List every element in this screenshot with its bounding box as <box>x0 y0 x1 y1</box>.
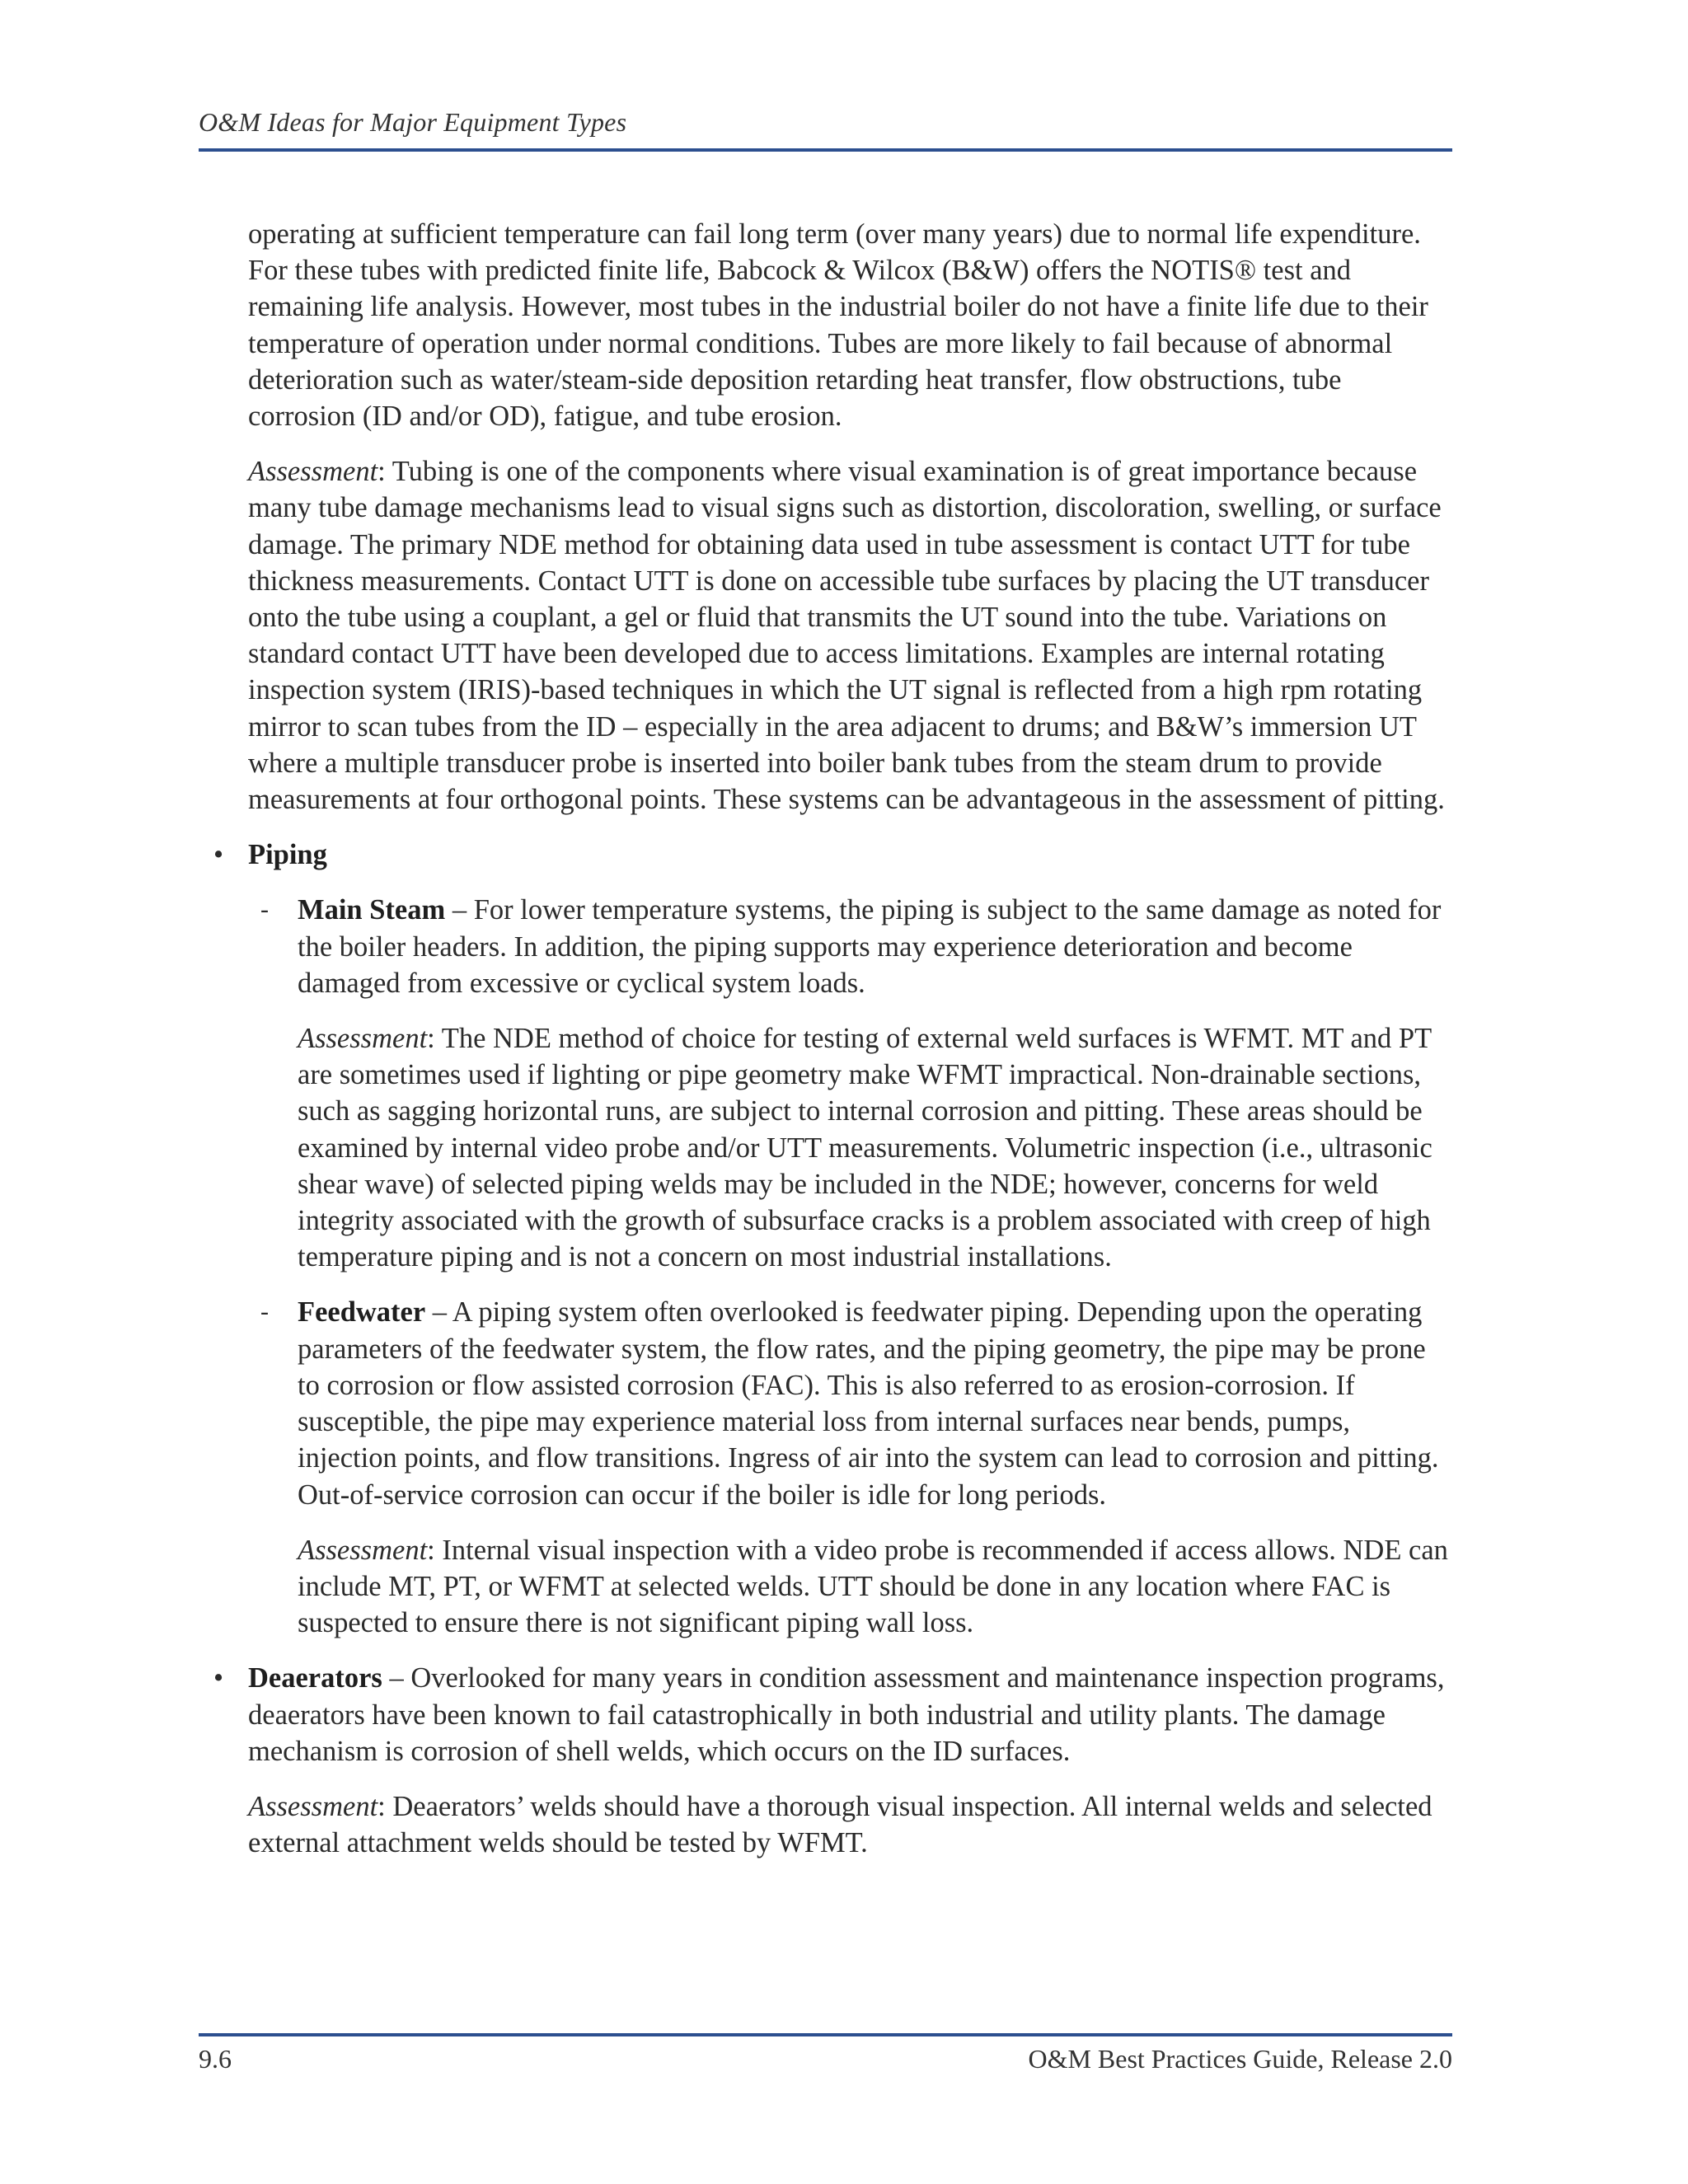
main-steam-paragraph <box>298 892 1453 1001</box>
dash-icon: - <box>260 896 269 924</box>
footer-rule <box>199 2033 1452 2036</box>
header-rule <box>199 148 1452 152</box>
tubing-assessment-paragraph <box>248 453 1453 818</box>
deaerators-bullet <box>213 1660 1453 1861</box>
deaerators-assessment <box>248 1788 1453 1861</box>
bullet-icon: • <box>213 1662 224 1694</box>
deaerators-title: Deaerators <box>248 1662 382 1694</box>
feedwater-item <box>260 1294 1453 1641</box>
assessment-text: : The NDE method of choice for testing of external weld surfaces is WFMT. MT and PT are sometimes used if lighting or pipe geometry make WFMT impractical. Non-drainable sections, such as sagging horizontal runs, are subject to internal corrosion and pitting. These areas should be examined by internal video probe and/or UTT measurements. Volumetric inspection (i.e., ultrasonic shear wave) of selected piping welds may be included in the NDE; however, concerns for weld integrity associated with the growth of subsurface cracks is a problem associated with creep of high temperature piping and is not a concern on most industrial installations. <box>298 1023 1432 1273</box>
body-text <box>213 216 1453 1880</box>
feedwater-title: Feedwater <box>298 1296 426 1329</box>
feedwater-paragraph <box>298 1294 1453 1512</box>
bullet-icon: • <box>213 839 224 871</box>
dash-icon: - <box>260 1298 269 1326</box>
footer-guide-title: O&M Best Practices Guide, Release 2.0 <box>1028 2044 1452 2074</box>
assessment-text: : Internal visual inspection with a video probe is recommended if access allows. NDE can include MT, PT, or WFMT at selected welds. UTT should be done in any location where FAC is suspected to ensure there is not significant piping wall loss. <box>298 1534 1448 1639</box>
feedwater-text: – A piping system often overlooked is feedwater piping. Depending upon the operating parameters of the feedwater system, the flow rates, and the piping geometry, the pipe may be prone to corrosion or flow assisted corrosion (FAC). This is also referred to as erosion-corrosion. If susceptible, the pipe may experience material loss from internal surfaces near bends, pumps, injection points, and flow transitions. Ingress of air into the system can lead to corrosion and pitting. Out-of-service corrosion can occur if the boiler is idle for long periods. <box>298 1296 1439 1511</box>
main-steam-item <box>260 892 1453 1275</box>
main-steam-assessment <box>298 1020 1453 1275</box>
piping-heading: Piping <box>248 839 327 871</box>
assessment-label: Assessment <box>298 1023 428 1055</box>
assessment-text: : Deaerators’ welds should have a thorough visual inspection. All internal welds and selected external attachment welds should be tested by WFMT. <box>248 1790 1432 1859</box>
assessment-label: Assessment <box>298 1534 428 1566</box>
deaerators-paragraph <box>248 1660 1453 1769</box>
page-number: 9.6 <box>199 2044 232 2074</box>
main-steam-title: Main Steam <box>298 894 446 926</box>
piping-bullet <box>213 837 1453 873</box>
feedwater-assessment <box>298 1532 1453 1642</box>
assessment-label: Assessment <box>248 1790 378 1822</box>
running-header: O&M Ideas for Major Equipment Types <box>199 107 627 137</box>
deaerators-text: – Overlooked for many years in condition assessment and maintenance inspection programs, deaerators have been known to fail catastrophically in both industrial and utility plants. The damage mechanism is corrosion of shell welds, which occurs on the ID surfaces. <box>248 1662 1445 1767</box>
main-steam-text: – For lower temperature systems, the piping is subject to the same damage as noted for the boiler headers. In addition, the piping supports may experience deterioration and become damaged from excessive or cyclical system loads. <box>298 894 1442 999</box>
assessment-text: : Tubing is one of the components where visual examination is of great importance because many tube damage mechanisms lead to visual signs such as distortion, discoloration, swelling, or surface damage. The primary NDE method for obtaining data used in tube assessment is contact UTT for tube thickness measurements. Contact UTT is done on accessible tube surfaces by placing the UT transducer onto the tube using a couplant, a gel or fluid that transmits the UT sound into the tube. Variations on standard contact UTT have been developed due to access limitations. Examples are internal rotating inspection system (IRIS)-based techniques in which the UT signal is reflected from a high rpm rotating mirror to scan tubes from the ID – especially in the area adjacent to drums; and B&W’s immersion UT where a multiple transducer probe is inserted into boiler bank tubes from the steam drum to provide measurements at four orthogonal points. These systems can be advantageous in the assessment of pitting. <box>248 456 1445 816</box>
intro-paragraph: operating at sufficient temperature can fail long term (over many years) due to normal life expenditure. For these tubes with predicted finite life, Babcock & Wilcox (B&W) offers the NOTIS® test and remaining life analysis. However, most tubes in the industrial boiler do not have a finite life due to their temperature of operation under normal conditions. Tubes are more likely to fail because of abnormal deterioration such as water/steam-side deposition retarding heat transfer, flow obstructions, tube corrosion (ID and/or OD), fatigue, and tube erosion. <box>248 218 1428 433</box>
assessment-label: Assessment <box>248 456 378 488</box>
